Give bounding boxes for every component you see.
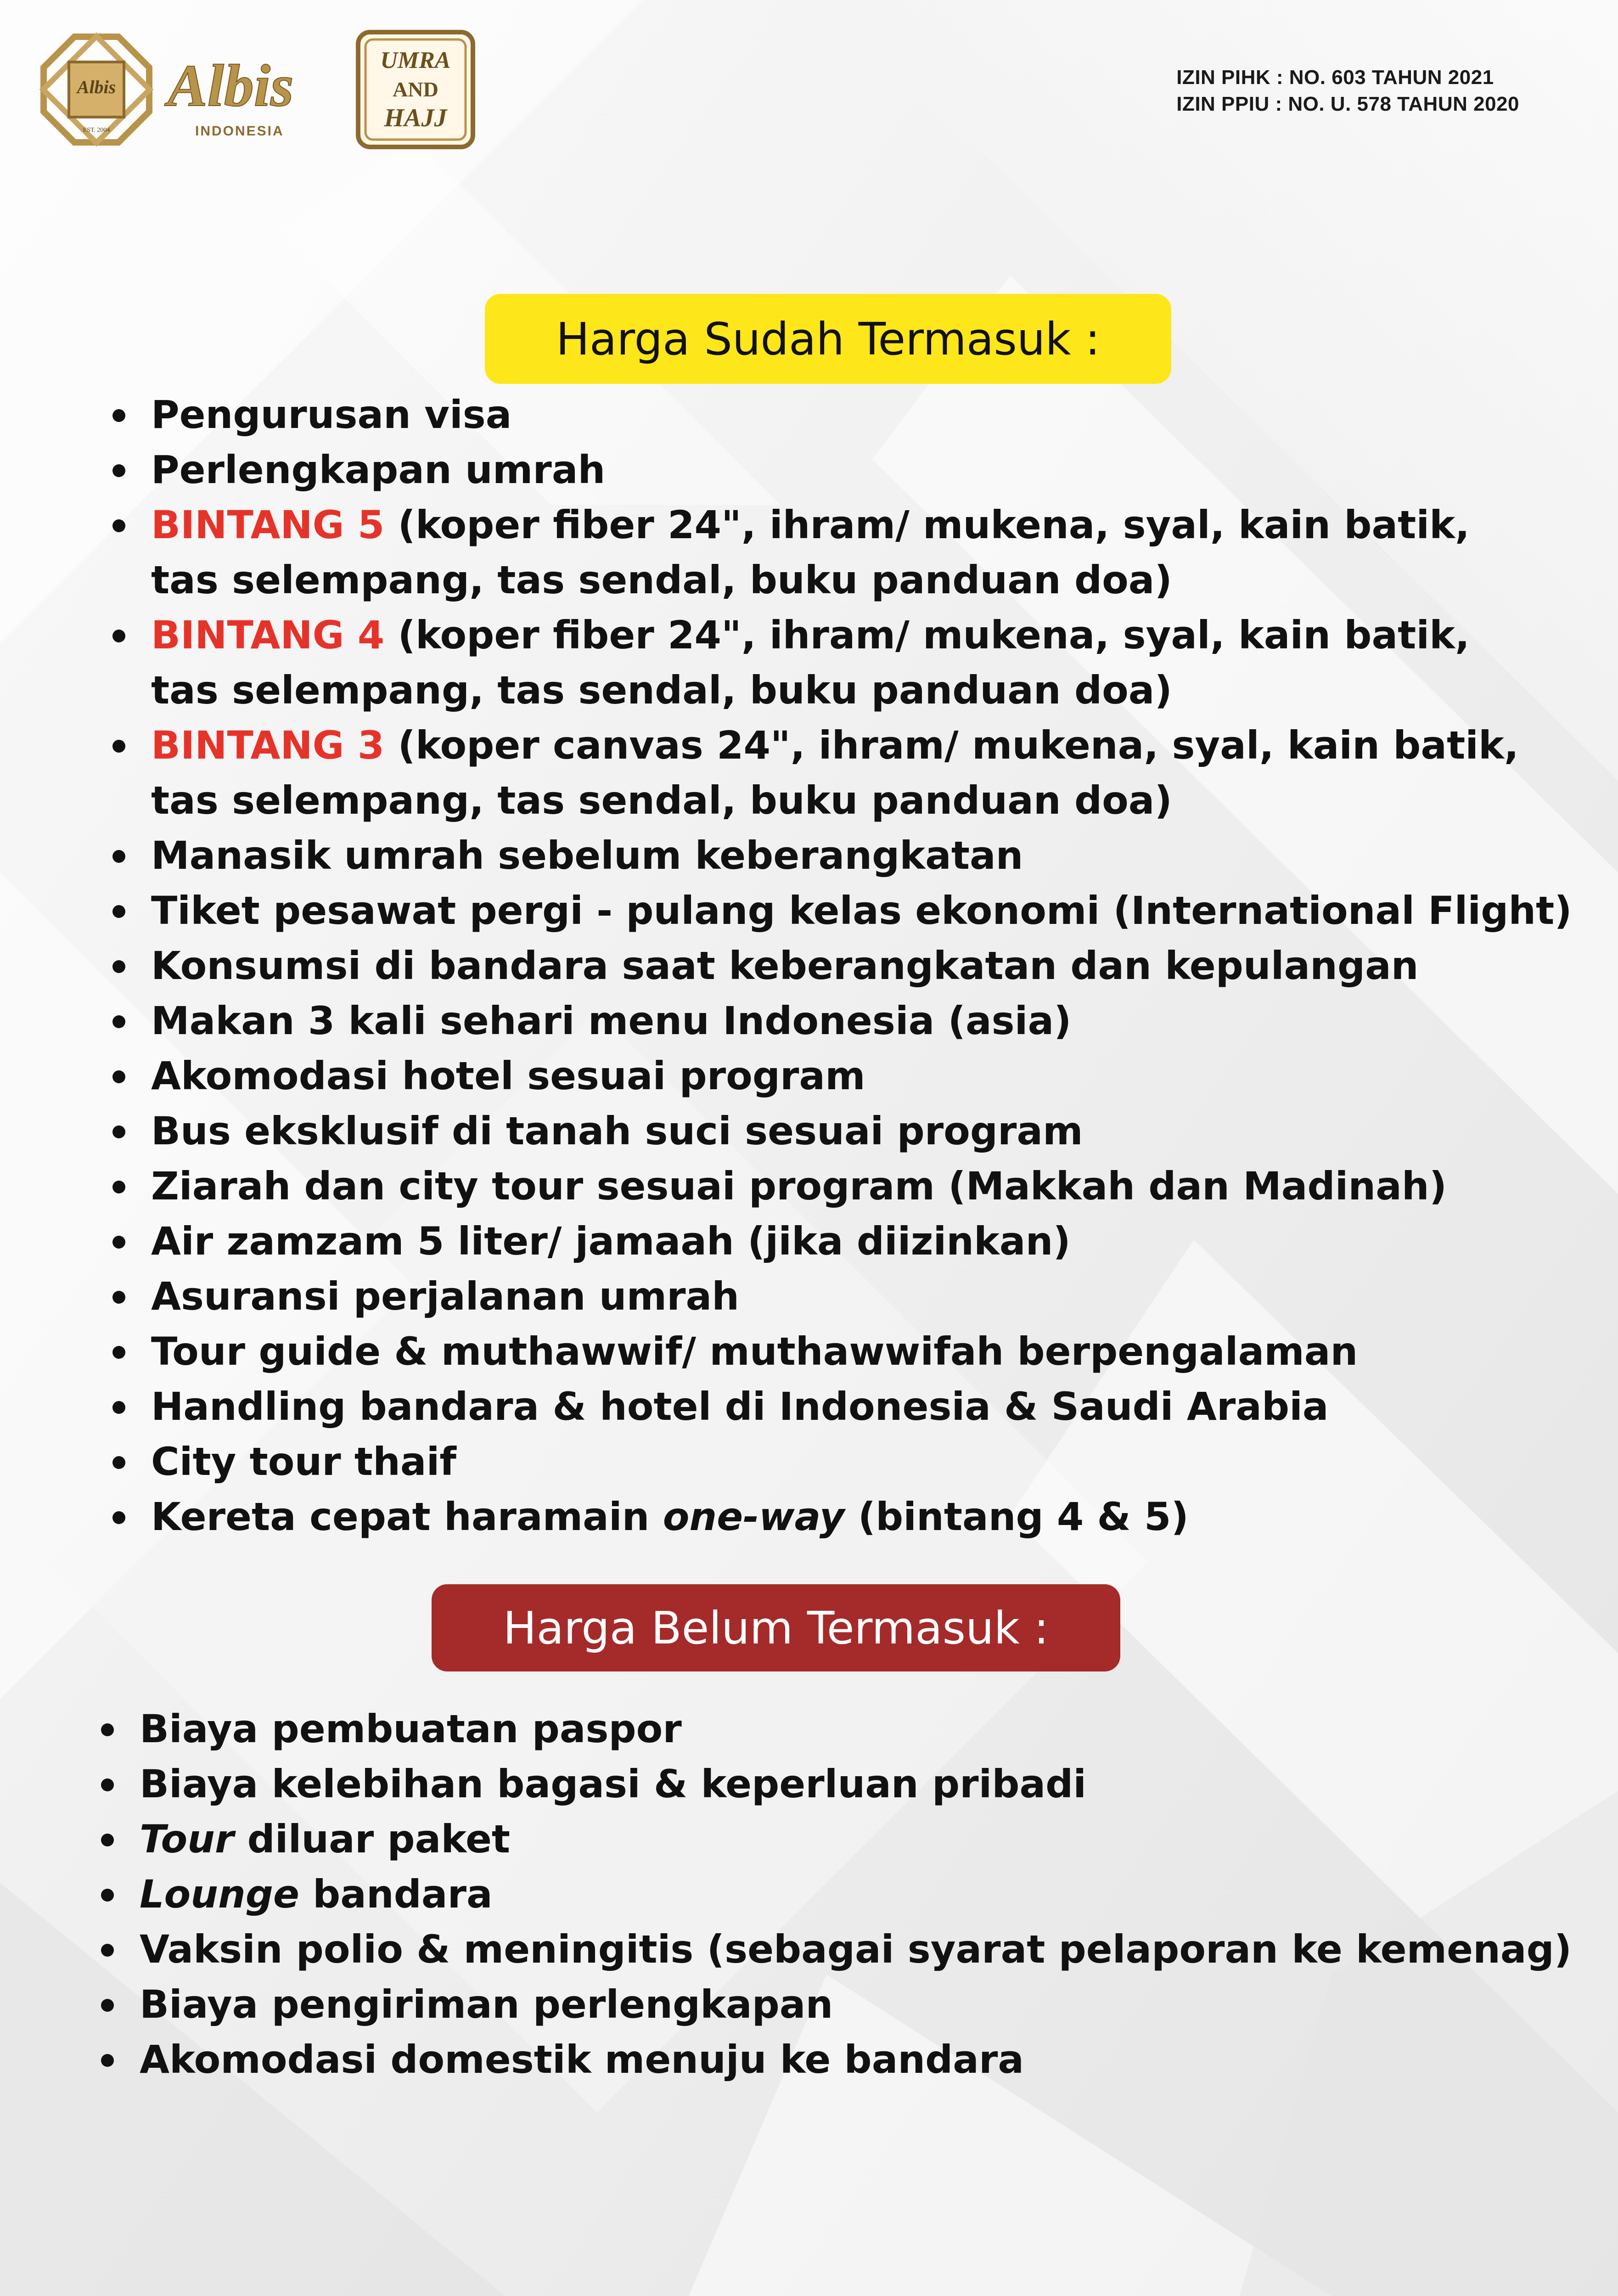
list-item: Asuransi perjalanan umrah xyxy=(112,1269,1559,1324)
list-item: Konsumsi di bandara saat keberangkatan dan kepulangan xyxy=(112,938,1559,993)
permit-info xyxy=(1176,64,1519,118)
included-heading: Harga Sudah Termasuk : xyxy=(485,294,1171,384)
logo-est-text: EST. 2004 xyxy=(83,127,110,134)
star-label: BINTANG 5 xyxy=(151,502,385,547)
permit-pihk: IZIN PIHK : NO. 603 TAHUN 2021 xyxy=(1176,66,1494,89)
list-item: Biaya pembuatan paspor xyxy=(101,1701,1547,1756)
list-item: Pengurusan visa xyxy=(112,387,1559,442)
umra-hajj-badge-icon xyxy=(358,32,473,147)
list-item: Tour guide & muthawwif/ muthawwifah berpengalaman xyxy=(112,1324,1559,1379)
list-item: Kereta cepat haramain one-way (bintang 4 & 5) xyxy=(112,1489,1559,1544)
list-item: Vaksin polio & meningitis (sebagai syarat pelaporan ke kemenag) xyxy=(101,1922,1547,1977)
logo-mini-text: Albis xyxy=(77,77,116,97)
list-item: Akomodasi hotel sesuai program xyxy=(112,1048,1559,1103)
albis-logo-icon xyxy=(37,21,478,158)
list-item: Tour diluar paket xyxy=(101,1812,1547,1867)
included-list xyxy=(112,387,1572,1544)
list-item: Makan 3 kali sehari menu Indonesia (asia) xyxy=(112,993,1559,1048)
list-item: Lounge bandara xyxy=(101,1867,1547,1922)
list-item: Air zamzam 5 liter/ jamaah (jika diizinkan) xyxy=(112,1214,1559,1269)
star-label: BINTANG 3 xyxy=(151,723,385,768)
list-item: Biaya kelebihan bagasi & keperluan pribadi xyxy=(101,1756,1547,1812)
permit-ppiu: IZIN PPIU : NO. U. 578 TAHUN 2020 xyxy=(1176,93,1519,115)
list-item: City tour thaif xyxy=(112,1434,1559,1489)
list-item: BINTANG 5 (koper fiber 24", ihram/ mukena, syal, kain batik, tas selempang, tas sendal, buku panduan doa) xyxy=(112,497,1559,608)
excluded-list xyxy=(101,1701,1572,2087)
badge-bottom-text: HAJJ xyxy=(384,104,447,132)
logo-subtitle: INDONESIA xyxy=(195,124,284,139)
list-item: Akomodasi domestik menuju ke bandara xyxy=(101,2032,1547,2087)
excluded-heading: Harga Belum Termasuk : xyxy=(432,1584,1120,1671)
list-item: BINTANG 4 (koper fiber 24", ihram/ mukena, syal, kain batik, tas selempang, tas sendal, buku panduan doa) xyxy=(112,608,1559,718)
badge-top-text: UMRA xyxy=(380,47,451,73)
list-item: Biaya pengiriman perlengkapan xyxy=(101,1977,1547,2032)
list-item: Handling bandara & hotel di Indonesia & Saudi Arabia xyxy=(112,1379,1559,1434)
list-item: Ziarah dan city tour sesuai program (Makkah dan Madinah) xyxy=(112,1159,1559,1214)
list-item: BINTANG 3 (koper canvas 24", ihram/ mukena, syal, kain batik, tas selempang, tas sendal, buku panduan doa) xyxy=(112,718,1559,828)
list-item: Tiket pesawat pergi - pulang kelas ekonomi (International Flight) xyxy=(112,883,1559,938)
list-item: Bus eksklusif di tanah suci sesuai program xyxy=(112,1103,1559,1159)
brand-logos xyxy=(37,21,478,158)
badge-mid-text: AND xyxy=(393,78,438,101)
list-item: Perlengkapan umrah xyxy=(112,442,1559,497)
star-label: BINTANG 4 xyxy=(151,613,385,658)
logo-wordmark: Albis xyxy=(168,53,294,119)
list-item: Manasik umrah sebelum keberangkatan xyxy=(112,828,1559,883)
